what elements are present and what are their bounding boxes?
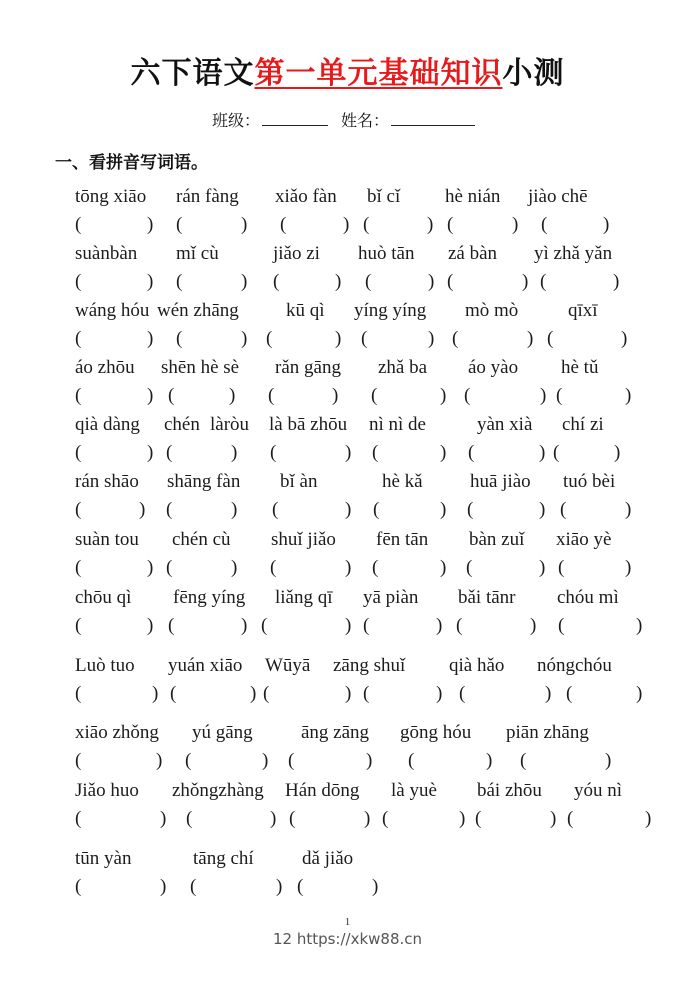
pinyin-prompt: bǐ cǐ: [367, 186, 401, 207]
answer-blank-open-paren[interactable]: (: [363, 683, 370, 704]
pinyin-prompt: suànbàn: [75, 243, 138, 264]
pinyin-prompt: nóngchóu: [537, 655, 612, 676]
answer-blank-open-paren[interactable]: (: [372, 442, 379, 463]
answer-blank-close-paren: ): [160, 876, 167, 897]
pinyin-prompt: shuǐ jiǎo: [271, 529, 336, 550]
pinyin-prompt: mǐ cù: [176, 243, 219, 264]
answer-blank-open-paren[interactable]: (: [176, 214, 183, 235]
answer-blank-open-paren[interactable]: (: [520, 750, 527, 771]
answer-blank-close-paren: ): [231, 442, 238, 463]
pinyin-prompt: gōng hóu: [400, 722, 472, 743]
pinyin-prompt: chí zi: [562, 414, 604, 435]
answer-blank-open-paren[interactable]: (: [363, 214, 370, 235]
pinyin-prompt: là bā zhōu: [269, 414, 348, 435]
pinyin-prompt: yì zhǎ yǎn: [534, 243, 613, 264]
student-info: [0, 108, 695, 131]
answer-blank-open-paren[interactable]: (: [372, 557, 379, 578]
pinyin-prompt: bǎi tānr: [458, 587, 516, 608]
pinyin-prompt: chén: [164, 414, 200, 435]
answer-blank-close-paren: ): [147, 328, 154, 349]
pinyin-prompt: làròu: [210, 414, 250, 435]
pinyin-prompt: Wūyā: [265, 655, 311, 676]
pinyin-prompt: fēng yíng: [173, 587, 246, 608]
pinyin-prompt: piān zhāng: [506, 722, 589, 743]
answer-blank-open-paren[interactable]: (: [567, 808, 574, 829]
footer-url: 12 https://xkw88.cn: [272, 930, 423, 948]
pinyin-prompt: xiāo yè: [556, 529, 612, 550]
answer-blank-close-paren: ): [539, 557, 546, 578]
pinyin-prompt: shēn hè sè: [161, 357, 240, 378]
answer-blank-open-paren[interactable]: (: [547, 328, 554, 349]
answer-blank-close-paren: ): [539, 499, 546, 520]
answer-blank-close-paren: ): [335, 271, 342, 292]
pinyin-prompt: hè tǔ: [561, 357, 599, 378]
answer-blank-close-paren: ): [613, 271, 620, 292]
answer-blank-open-paren[interactable]: (: [408, 750, 415, 771]
pinyin-prompt: tāng chí: [193, 848, 254, 869]
title-prefix: 六下语文: [130, 56, 255, 91]
pinyin-prompt: yú gāng: [192, 722, 253, 743]
pinyin-prompt: qià hǎo: [449, 655, 505, 676]
answer-blank-open-paren[interactable]: (: [168, 615, 175, 636]
pinyin-prompt: qīxī: [568, 300, 598, 321]
pinyin-prompt: zhǒngzhàng: [172, 780, 264, 801]
answer-blank-open-paren[interactable]: (: [268, 385, 275, 406]
pinyin-prompt: kū qì: [286, 300, 325, 321]
answer-blank-close-paren: ): [440, 557, 447, 578]
answer-blank-close-paren: ): [147, 442, 154, 463]
pinyin-prompt: zá bàn: [448, 243, 498, 264]
answer-blank-open-paren[interactable]: (: [447, 271, 454, 292]
answer-blank-close-paren: ): [250, 683, 257, 704]
answer-blank-open-paren[interactable]: (: [540, 271, 547, 292]
answer-blank-open-paren[interactable]: (: [166, 557, 173, 578]
pinyin-prompt: rán shāo: [75, 471, 139, 492]
answer-blank-close-paren: ): [345, 683, 352, 704]
answer-blank-close-paren: ): [440, 442, 447, 463]
answer-blank-close-paren: ): [428, 328, 435, 349]
answer-blank-open-paren[interactable]: (: [75, 683, 82, 704]
answer-blank-close-paren: ): [147, 615, 154, 636]
answer-blank-open-paren[interactable]: (: [371, 385, 378, 406]
answer-blank-open-paren[interactable]: (: [185, 750, 192, 771]
answer-blank-close-paren: ): [231, 499, 238, 520]
pinyin-prompt: bái zhōu: [477, 780, 542, 801]
answer-blank-close-paren: ): [545, 683, 552, 704]
answer-blank-close-paren: ): [345, 615, 352, 636]
pinyin-prompt: bǐ àn: [280, 471, 318, 492]
answer-blank-close-paren: ): [530, 615, 537, 636]
answer-blank-close-paren: ): [539, 442, 546, 463]
answer-blank-close-paren: ): [276, 876, 283, 897]
answer-blank-open-paren[interactable]: (: [176, 271, 183, 292]
answer-blank-close-paren: ): [270, 808, 277, 829]
answer-blank-close-paren: ): [156, 750, 163, 771]
section-heading: 一、看拼音写词语。: [55, 153, 208, 173]
answer-blank-open-paren[interactable]: (: [558, 557, 565, 578]
answer-blank-open-paren[interactable]: (: [566, 683, 573, 704]
pinyin-prompt: tuó bèi: [563, 471, 616, 492]
pinyin-prompt: Jiǎo huo: [75, 780, 139, 801]
pinyin-prompt: yíng yíng: [354, 300, 427, 321]
answer-blank-open-paren[interactable]: (: [459, 683, 466, 704]
pinyin-prompt: tōng xiāo: [75, 186, 147, 207]
answer-blank-close-paren: ): [440, 385, 447, 406]
page-title: [0, 48, 695, 92]
answer-blank-close-paren: ): [527, 328, 534, 349]
pinyin-prompt: bàn zuǐ: [469, 529, 525, 550]
answer-blank-close-paren: ): [241, 328, 248, 349]
answer-blank-open-paren[interactable]: (: [553, 442, 560, 463]
answer-blank-open-paren[interactable]: (: [297, 876, 304, 897]
pinyin-prompt: chóu mì: [557, 587, 619, 608]
answer-blank-open-paren[interactable]: (: [475, 808, 482, 829]
pinyin-prompt: Luò tuo: [75, 655, 135, 676]
answer-blank-close-paren: ): [522, 271, 529, 292]
answer-blank-close-paren: ): [160, 808, 167, 829]
pinyin-prompt: qià dàng: [75, 414, 140, 435]
answer-blank-close-paren: ): [512, 214, 519, 235]
pinyin-prompt: liǎng qī: [275, 587, 333, 608]
pinyin-prompt: là yuè: [391, 780, 437, 801]
answer-blank-close-paren: ): [636, 615, 643, 636]
answer-blank-open-paren[interactable]: (: [365, 271, 372, 292]
answer-blank-close-paren: ): [440, 499, 447, 520]
answer-blank-close-paren: ): [603, 214, 610, 235]
name-label: 姓名：: [341, 111, 390, 130]
answer-blank-open-paren[interactable]: (: [363, 615, 370, 636]
answer-blank-close-paren: ): [605, 750, 612, 771]
answer-blank-close-paren: ): [459, 808, 466, 829]
answer-blank-open-paren[interactable]: (: [75, 214, 82, 235]
pinyin-prompt: chén cù: [172, 529, 231, 550]
answer-blank-open-paren[interactable]: (: [273, 271, 280, 292]
pinyin-prompt: zāng shuǐ: [333, 655, 406, 676]
answer-blank-open-paren[interactable]: (: [266, 328, 273, 349]
pinyin-prompt: yā piàn: [363, 587, 419, 608]
answer-blank-close-paren: ): [345, 442, 352, 463]
answer-blank-open-paren[interactable]: (: [280, 214, 287, 235]
answer-blank-open-paren[interactable]: (: [166, 499, 173, 520]
answer-blank-close-paren: ): [614, 442, 621, 463]
answer-blank-close-paren: ): [436, 683, 443, 704]
pinyin-prompt: hè nián: [445, 186, 501, 207]
answer-blank-close-paren: ): [241, 271, 248, 292]
pinyin-prompt: tūn yàn: [75, 848, 132, 869]
pinyin-prompt: yàn xià: [477, 414, 533, 435]
answer-blank-close-paren: ): [335, 328, 342, 349]
answer-blank-close-paren: ): [147, 385, 154, 406]
pinyin-prompt: zhǎ ba: [378, 357, 428, 378]
answer-blank-open-paren[interactable]: (: [170, 683, 177, 704]
answer-blank-close-paren: ): [241, 214, 248, 235]
answer-blank-open-paren[interactable]: (: [466, 557, 473, 578]
answer-blank-open-paren[interactable]: (: [373, 499, 380, 520]
answer-blank-open-paren[interactable]: (: [456, 615, 463, 636]
answer-blank-close-paren: ): [625, 557, 632, 578]
answer-blank-open-paren[interactable]: (: [166, 442, 173, 463]
pinyin-prompt: xiāo zhǒng: [75, 722, 159, 743]
class-blank[interactable]: [262, 111, 328, 126]
answer-blank-open-paren[interactable]: (: [560, 499, 567, 520]
answer-blank-open-paren[interactable]: (: [75, 271, 82, 292]
answer-blank-open-paren[interactable]: (: [75, 557, 82, 578]
answer-blank-open-paren[interactable]: (: [75, 750, 82, 771]
answer-blank-close-paren: ): [343, 214, 350, 235]
pinyin-prompt: rán fàng: [176, 186, 239, 207]
pinyin-prompt: fēn tān: [376, 529, 429, 550]
answer-blank-close-paren: ): [550, 808, 557, 829]
answer-blank-open-paren[interactable]: (: [75, 876, 82, 897]
pinyin-prompt: jiǎo zi: [273, 243, 320, 264]
answer-blank-close-paren: ): [436, 615, 443, 636]
answer-blank-open-paren[interactable]: (: [541, 214, 548, 235]
pinyin-prompt: áo yào: [468, 357, 519, 378]
answer-blank-open-paren[interactable]: (: [556, 385, 563, 406]
page-number: 1: [344, 916, 351, 928]
answer-blank-close-paren: ): [241, 615, 248, 636]
answer-blank-close-paren: ): [332, 385, 339, 406]
name-blank[interactable]: [391, 111, 475, 126]
pinyin-prompt: huò tān: [358, 243, 415, 264]
pinyin-prompt: mò mò: [465, 300, 519, 321]
answer-blank-open-paren[interactable]: (: [190, 876, 197, 897]
pinyin-prompt: Hán dōng: [285, 780, 360, 801]
answer-blank-close-paren: ): [428, 271, 435, 292]
answer-blank-close-paren: ): [147, 214, 154, 235]
answer-blank-open-paren[interactable]: (: [464, 385, 471, 406]
answer-blank-close-paren: ): [229, 385, 236, 406]
answer-blank-close-paren: ): [427, 214, 434, 235]
pinyin-prompt: xiǎo fàn: [275, 186, 337, 207]
answer-blank-open-paren[interactable]: (: [361, 328, 368, 349]
pinyin-prompt: hè kǎ: [382, 471, 423, 492]
answer-blank-open-paren[interactable]: (: [270, 557, 277, 578]
answer-blank-open-paren[interactable]: (: [75, 328, 82, 349]
answer-blank-close-paren: ): [540, 385, 547, 406]
title-highlight: 第一单元基础知识: [254, 56, 503, 91]
pinyin-prompt: áo zhōu: [75, 357, 135, 378]
answer-blank-open-paren[interactable]: (: [467, 499, 474, 520]
pinyin-prompt: wáng hóu: [75, 300, 150, 321]
answer-blank-close-paren: ): [345, 499, 352, 520]
answer-blank-close-paren: ): [486, 750, 493, 771]
title-suffix: 小测: [502, 56, 565, 91]
answer-blank-close-paren: ): [345, 557, 352, 578]
answer-blank-close-paren: ): [621, 328, 628, 349]
answer-blank-close-paren: ): [262, 750, 269, 771]
answer-blank-open-paren[interactable]: (: [452, 328, 459, 349]
answer-blank-close-paren: ): [152, 683, 159, 704]
answer-blank-close-paren: ): [364, 808, 371, 829]
answer-blank-open-paren[interactable]: (: [447, 214, 454, 235]
answer-blank-open-paren[interactable]: (: [176, 328, 183, 349]
answer-blank-open-paren[interactable]: (: [382, 808, 389, 829]
answer-blank-close-paren: ): [139, 499, 146, 520]
answer-blank-open-paren[interactable]: (: [75, 499, 82, 520]
answer-blank-close-paren: ): [625, 385, 632, 406]
answer-blank-open-paren[interactable]: (: [75, 385, 82, 406]
answer-blank-close-paren: ): [147, 557, 154, 578]
answer-blank-open-paren[interactable]: (: [168, 385, 175, 406]
pinyin-prompt: suàn tou: [75, 529, 139, 550]
pinyin-prompt: chōu qì: [75, 587, 132, 608]
pinyin-prompt: yóu nì: [574, 780, 623, 801]
answer-blank-close-paren: ): [625, 499, 632, 520]
answer-blank-open-paren[interactable]: (: [75, 442, 82, 463]
answer-blank-close-paren: ): [372, 876, 379, 897]
pinyin-prompt: wén zhāng: [157, 300, 239, 321]
pinyin-prompt: huā jiào: [470, 471, 531, 492]
answer-blank-close-paren: ): [636, 683, 643, 704]
answer-blank-close-paren: ): [645, 808, 652, 829]
pinyin-prompt: shāng fàn: [167, 471, 241, 492]
answer-blank-open-paren[interactable]: (: [270, 442, 277, 463]
pinyin-prompt: yuán xiāo: [168, 655, 243, 676]
answer-blank-close-paren: ): [147, 271, 154, 292]
answer-blank-open-paren[interactable]: (: [468, 442, 475, 463]
answer-blank-close-paren: ): [366, 750, 373, 771]
pinyin-prompt: jiào chē: [528, 186, 588, 207]
answer-blank-open-paren[interactable]: (: [261, 615, 268, 636]
answer-blank-open-paren[interactable]: (: [186, 808, 193, 829]
answer-blank-open-paren[interactable]: (: [289, 808, 296, 829]
pinyin-prompt: nì nì de: [369, 414, 426, 435]
answer-blank-open-paren[interactable]: (: [75, 615, 82, 636]
answer-blank-close-paren: ): [231, 557, 238, 578]
pinyin-prompt: āng zāng: [301, 722, 370, 743]
answer-blank-open-paren[interactable]: (: [558, 615, 565, 636]
pinyin-prompt: dǎ jiǎo: [302, 848, 354, 869]
answer-blank-open-paren[interactable]: (: [288, 750, 295, 771]
class-label: 班级：: [211, 111, 260, 130]
pinyin-prompt: rǎn gāng: [275, 357, 341, 378]
answer-blank-open-paren[interactable]: (: [75, 808, 82, 829]
answer-blank-open-paren[interactable]: (: [263, 683, 270, 704]
answer-blank-open-paren[interactable]: (: [272, 499, 279, 520]
